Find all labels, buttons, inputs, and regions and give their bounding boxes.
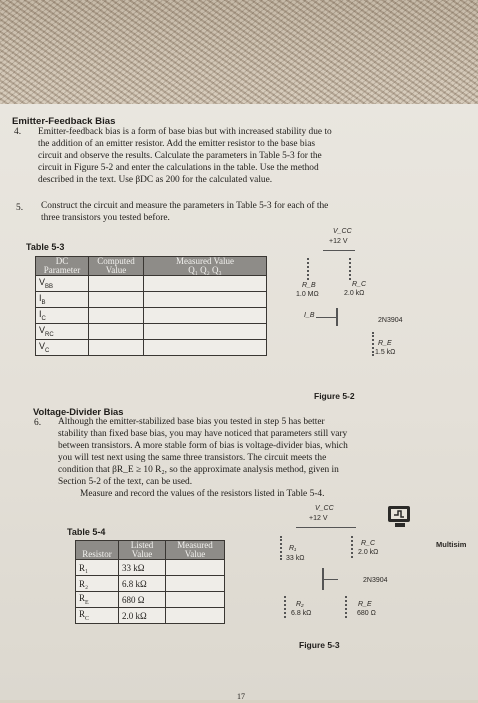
table-header: Computed Value xyxy=(89,257,144,276)
background-fabric xyxy=(0,0,478,112)
table-row xyxy=(36,324,267,340)
table-cell: 33 kΩ xyxy=(119,560,166,576)
supply-rail xyxy=(323,250,355,251)
figure-5-2-caption: Figure 5-2 xyxy=(314,391,355,401)
transistor-label: 2N3904 xyxy=(363,577,388,584)
rc-label: R_C xyxy=(361,540,376,547)
resistor-r2 xyxy=(284,596,286,618)
step-5-number: 5. xyxy=(16,203,24,213)
section-heading-voltage-divider: Voltage-Divider Bias xyxy=(33,406,124,417)
rc-value: 2.0 kΩ xyxy=(344,290,365,297)
step-6-line: between transistors. A more stable form of bias is voltage-divider bias, which xyxy=(58,441,348,451)
table-row xyxy=(76,608,225,624)
multisim-label: Multisim xyxy=(436,540,467,549)
step-4-line: the addition of an emitter resistor. Add the emitter resistor to the base bias xyxy=(38,139,316,149)
table-cell: $I_B$ xyxy=(36,292,89,308)
step-4-line: circuit in Figure 5-2 and enter the calculations in the table. Use the method xyxy=(38,163,319,173)
figure-5-3-caption: Figure 5-3 xyxy=(299,640,340,650)
step-6-line: you will test next using the same three transistors. The circuit meets the xyxy=(58,453,327,463)
step-6-line: condition that βR_E ≥ 10 R₂, so the approximate analysis method, given in xyxy=(58,465,339,475)
step-6-line: stability than fixed base bias, you may have noticed that parameters still vary xyxy=(58,429,348,439)
table-header: Resistor xyxy=(76,541,119,560)
table-cell: $R_E$ xyxy=(76,592,119,608)
resistor-r1 xyxy=(280,536,282,560)
table-cell: R₁ xyxy=(76,560,119,576)
resistor-rc xyxy=(349,258,351,280)
step-6-number: 6. xyxy=(34,418,42,428)
re-label: R_E xyxy=(378,340,392,347)
resistor-re xyxy=(345,596,347,618)
r1-value: 33 kΩ xyxy=(286,555,305,562)
table-cell: $V_{RC}$ xyxy=(36,324,89,340)
step-6-line: Although the emitter-stabilized base bias you tested in step 5 has better xyxy=(58,417,325,427)
table-row xyxy=(36,340,267,356)
table-row xyxy=(36,292,267,308)
resistor-re xyxy=(372,332,374,356)
table-row xyxy=(36,308,267,324)
table-5-3-title: Table 5-3 xyxy=(26,242,65,252)
table-cell[interactable] xyxy=(166,608,225,624)
page-mark: 17 xyxy=(237,692,245,701)
table-row xyxy=(36,276,267,292)
step-6-line: Section 5-2 of the text, can be used. xyxy=(58,477,193,487)
rc-label: R_C xyxy=(352,281,367,288)
rb-value: 1.0 MΩ xyxy=(296,291,319,298)
table-cell[interactable] xyxy=(144,308,267,324)
vcc-value: +12 V xyxy=(309,515,328,522)
re-label: R_E xyxy=(358,601,372,608)
table-cell[interactable] xyxy=(166,592,225,608)
table-cell: 6.8 kΩ xyxy=(119,576,166,592)
base-wire xyxy=(316,317,336,318)
step-4-number: 4. xyxy=(14,127,22,137)
section-heading-emitter-feedback: Emitter-Feedback Bias xyxy=(12,116,116,127)
resistor-rc xyxy=(351,536,353,558)
document-page xyxy=(0,104,478,700)
table-row xyxy=(76,592,225,608)
step-4-line: described in the text. Use βDC as 200 for the calculated value. xyxy=(38,175,273,185)
table-cell[interactable] xyxy=(144,276,267,292)
table-cell[interactable] xyxy=(89,340,144,356)
table-header: DC Parameter xyxy=(36,257,89,276)
table-cell: $V_{BB}$ xyxy=(36,276,89,292)
re-value: 680 Ω xyxy=(357,610,376,617)
table-cell[interactable] xyxy=(166,560,225,576)
table-cell: $R_C$ xyxy=(76,608,119,624)
rb-label: R_B xyxy=(302,282,316,289)
table-5-4-title: Table 5-4 xyxy=(67,527,106,537)
r1-label: R₁ xyxy=(289,545,297,552)
table-row xyxy=(76,576,225,592)
table-cell[interactable] xyxy=(144,340,267,356)
step-4-line: Emitter-feedback bias is a form of base bias but with increased stability due to xyxy=(38,127,332,137)
table-header: Measured Value Q₁ Q₂ Q₃ xyxy=(144,257,267,276)
transistor-lead xyxy=(324,579,338,580)
transistor-symbol xyxy=(336,308,338,326)
vcc-value: +12 V xyxy=(329,238,348,245)
table-row xyxy=(76,560,225,576)
table-cell: $V_C$ xyxy=(36,340,89,356)
table-cell[interactable] xyxy=(89,276,144,292)
transistor-label: 2N3904 xyxy=(378,317,403,324)
multisim-icon xyxy=(385,503,415,529)
step-5-line: Construct the circuit and measure the parameters in Table 5-3 for each of the xyxy=(41,201,329,211)
step-4-line: circuit and observe the results. Calculate the parameters in Table 5-3 for the xyxy=(38,151,322,161)
table-cell: R₂ xyxy=(76,576,119,592)
supply-rail xyxy=(296,527,356,528)
vcc-label: V_CC xyxy=(333,228,352,235)
table-5-4 xyxy=(75,540,225,624)
table-cell: 2.0 kΩ xyxy=(119,608,166,624)
table-cell[interactable] xyxy=(144,324,267,340)
table-cell[interactable] xyxy=(89,308,144,324)
table-cell[interactable] xyxy=(89,292,144,308)
step-6-line: Measure and record the values of the resistors listed in Table 5-4. xyxy=(80,489,325,499)
table-cell: 680 Ω xyxy=(119,592,166,608)
re-value: 1.5 kΩ xyxy=(375,349,396,356)
r2-value: 6.8 kΩ xyxy=(291,610,312,617)
table-5-3 xyxy=(35,256,267,356)
vcc-label: V_CC xyxy=(315,505,334,512)
r2-label: R₂ xyxy=(296,601,304,608)
rc-value: 2.0 kΩ xyxy=(358,549,379,556)
table-cell[interactable] xyxy=(144,292,267,308)
ib-label: I_B xyxy=(304,312,315,319)
table-header: Listed Value xyxy=(119,541,166,560)
resistor-rb xyxy=(307,258,309,280)
table-cell[interactable] xyxy=(166,576,225,592)
table-cell: $I_C$ xyxy=(36,308,89,324)
table-header: Measured Value xyxy=(166,541,225,560)
step-5-line: three transistors you tested before. xyxy=(41,213,170,223)
table-cell[interactable] xyxy=(89,324,144,340)
